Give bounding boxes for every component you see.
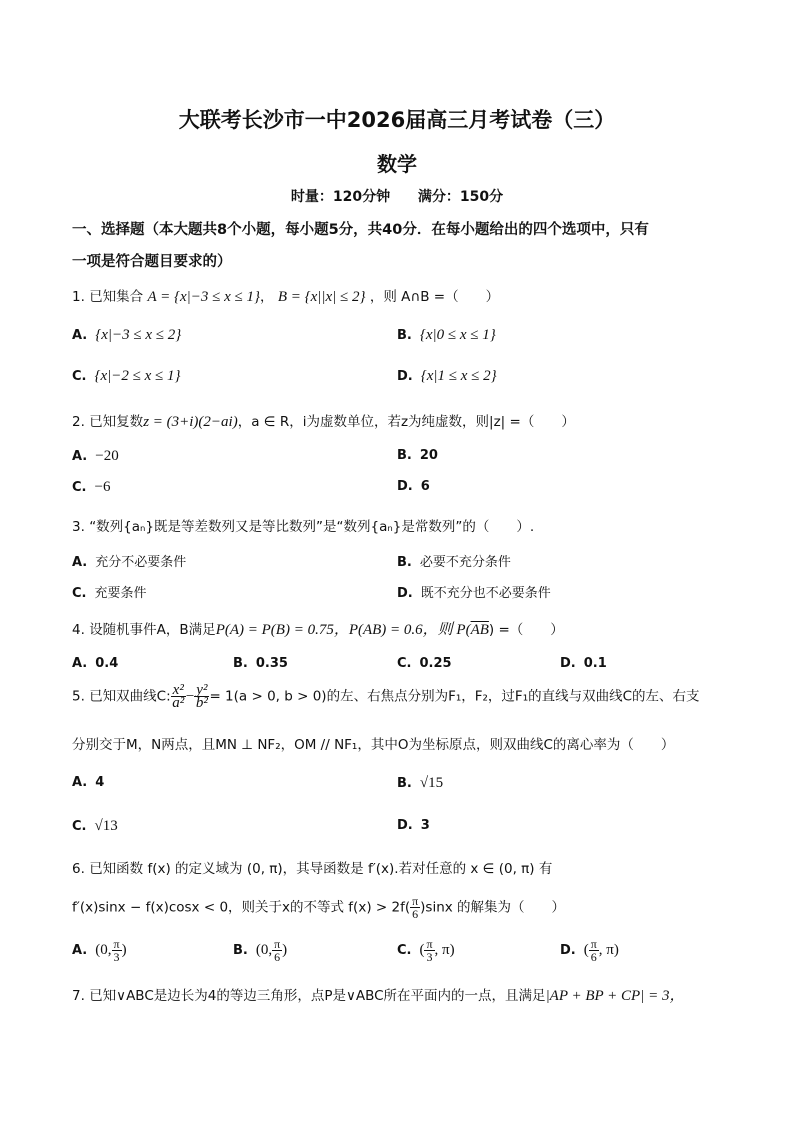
question-6 <box>72 857 552 877</box>
q5-option-d[interactable]: D. 3 <box>397 818 430 833</box>
section-heading-line2: 一项是符合题目要求的） <box>72 254 232 270</box>
question-1: 1. 已知集合 A = {x|−3 ≤ x ≤ 1}， B = {x||x| ≤ 2} ，则 A∩B =（ ） <box>72 289 500 305</box>
question-7 <box>72 984 684 1005</box>
question-4 <box>72 618 564 639</box>
q3-option-a[interactable]: A. 充分不必要条件 <box>72 555 187 570</box>
exam-meta <box>0 186 794 206</box>
q3-option-b[interactable]: B. 必要不充分条件 <box>397 555 511 570</box>
pi-over-six: $\frac{\pi}{6}$ <box>412 894 419 921</box>
q4-option-c[interactable]: C. 0.25 <box>397 656 452 671</box>
q1-option-c[interactable]: C. {x|−2 ≤ x ≤ 1} <box>72 368 181 384</box>
q5-option-a[interactable]: A. 4 <box>72 775 105 790</box>
q2-option-a[interactable]: A. −20 <box>72 448 119 464</box>
question-text-cont: = 1(a > 0, b > 0)的左、右焦点分别为F₁，F₂，过F₁的直线与双曲线C的左、右支 <box>209 688 700 705</box>
exam-title: 大联考长沙市一中2026届高三月考试卷（三） <box>178 108 616 132</box>
question-ask: )sinx 的解集为（ ） <box>420 899 566 916</box>
subject-title: 数学 <box>377 152 417 176</box>
question-ask: ，则 A∩B =（ ） <box>369 289 500 305</box>
question-number: 6. <box>72 861 85 877</box>
set-b: B = {x||x| ≤ 2} <box>277 289 366 305</box>
q2-option-c[interactable]: C. −6 <box>72 479 111 495</box>
question-number: 2. <box>72 414 85 430</box>
inequality-text: f′(x)sinx − f(x)cosx < 0，则关于x的不等式 f(x) > 2f( <box>72 899 411 916</box>
q2-option-d[interactable]: D. 6 <box>397 479 430 494</box>
question-5: 5. 已知双曲线C: $\frac{\text{x²}}{\text{a²}}$ − $\frac{\text{y²}}{\text{b²}}$ = 1(a > 0, b > 0)的左、右焦点分别为F₁，F₂，过F₁的直线与双曲线C的左、右支 <box>72 682 700 711</box>
question-2 <box>72 410 575 431</box>
question-ask: ) =（ ） <box>488 622 564 638</box>
q4-option-d[interactable]: D. 0.1 <box>560 656 607 671</box>
q4-option-a[interactable]: A. 0.4 <box>72 656 119 671</box>
question-number: 7. <box>72 988 85 1004</box>
q3-option-c[interactable]: C. 充要条件 <box>72 586 147 601</box>
question-number: 3. <box>72 519 85 535</box>
set-a: A = {x|−3 ≤ x ≤ 1} <box>147 289 261 305</box>
complement-event: $\overline{AB}$ <box>470 622 489 638</box>
question-6-line2 <box>72 895 565 920</box>
q1-option-b[interactable]: B. {x|0 ≤ x ≤ 1} <box>397 327 496 343</box>
question-text: 已知集合 <box>89 289 144 305</box>
question-ask: ，a ∈ R，i为虚数单位，若z为纯虚数，则|z| =（ ） <box>237 414 575 430</box>
probability-expression: P(A) = P(B) = 0.75，P(AB) = 0.6，则 P( <box>215 622 471 638</box>
question-3 <box>72 515 534 535</box>
time-limit: 时量：120分钟 <box>290 189 391 205</box>
question-text: 已知∨ABC是边长为4的等边三角形，点P是∨ABC所在平面内的一点，且满足 <box>89 988 546 1004</box>
vector-expression: |AP + BP + CP| = 3， <box>545 988 685 1004</box>
q4-option-b[interactable]: B. 0.35 <box>233 656 288 671</box>
full-score: 满分：150分 <box>417 189 504 205</box>
q5-option-c[interactable]: C. √13 <box>72 818 118 834</box>
q3-option-d[interactable]: D. 既不充分也不必要条件 <box>397 586 551 601</box>
section-heading-line1: 一、选择题（本大题共8个小题，每小题5分，共40分．在每小题给出的四个选项中，只有 <box>72 222 649 238</box>
question-text: 设随机事件A，B满足 <box>89 622 216 638</box>
question-number: 5. <box>72 688 85 705</box>
y-fraction: $\frac{\text{y²}}{\text{b²}}$ <box>195 682 208 711</box>
q1-option-d[interactable]: D. {x|1 ≤ x ≤ 2} <box>397 368 497 384</box>
q5-option-b[interactable]: B. √15 <box>397 775 444 791</box>
q6-option-b[interactable]: B. (0, $\frac{\pi}{6}$ ) <box>233 937 288 964</box>
q6-option-a[interactable]: A. (0, $\frac{\pi}{3}$ ) <box>72 937 127 964</box>
q6-option-c[interactable]: C. ( $\frac{\pi}{3}$ , π) <box>397 937 455 964</box>
q1-option-a[interactable]: A. {x|−3 ≤ x ≤ 2} <box>72 327 182 343</box>
question-text: 已知双曲线C: <box>89 688 171 705</box>
question-text: 已知函数 f(x) 的定义域为 (0, π)，其导函数是 f′(x).若对任意的 x ∈ (0, π) 有 <box>89 861 553 877</box>
complex-expression: z = (3+i)(2−ai) <box>143 414 238 430</box>
question-text: “数列{aₙ}既是等差数列又是等比数列”是“数列{aₙ}是常数列”的（ ）. <box>89 519 535 535</box>
q2-option-b[interactable]: B. 20 <box>397 448 438 463</box>
question-text: 已知复数 <box>89 414 144 430</box>
question-5-line2: 分别交于M，N两点，且MN ⊥ NF₂，OM // NF₁，其中O为坐标原点，则双曲线C的离心率为（ ） <box>72 737 675 753</box>
q6-option-d[interactable]: D. ( $\frac{\pi}{6}$ , π) <box>560 937 619 964</box>
x-fraction: $\frac{\text{x²}}{\text{a²}}$ <box>172 682 185 711</box>
question-number: 4. <box>72 622 85 638</box>
question-number: 1. <box>72 289 85 305</box>
